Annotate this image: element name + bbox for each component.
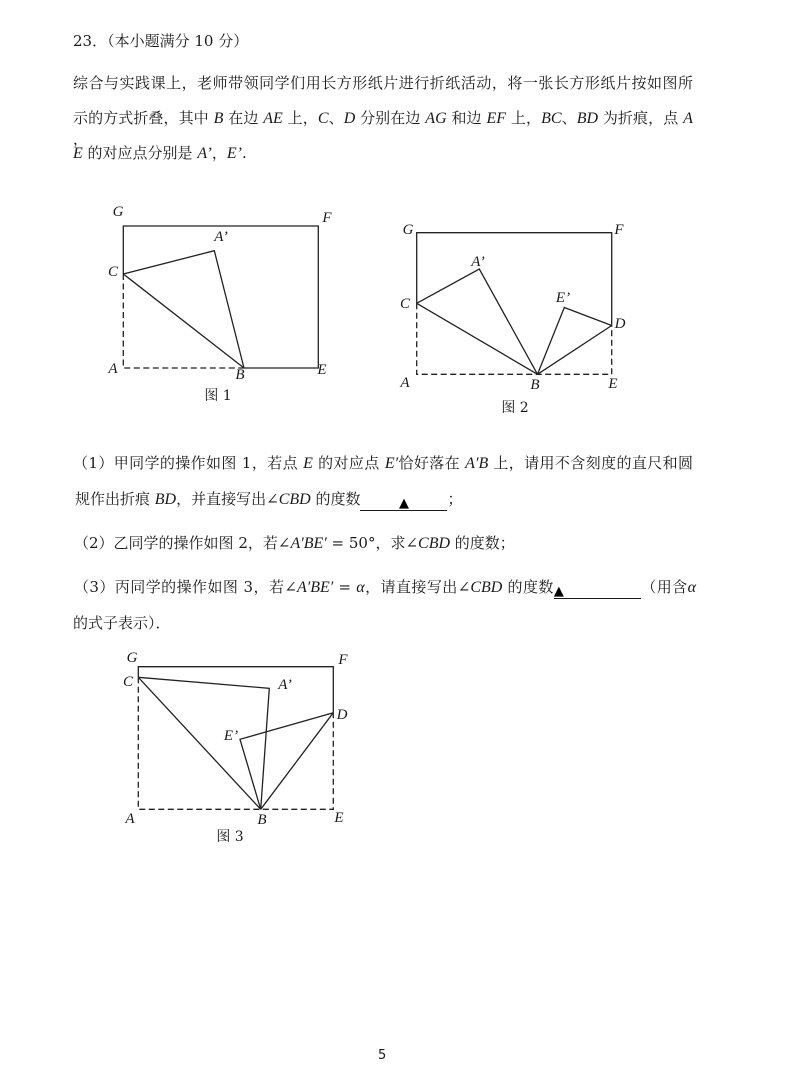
point-label-f: F [322,210,332,226]
math-symbol: CBD [470,579,503,596]
text-run: 和边 [446,109,487,127]
fold-crease-bc [123,274,244,368]
text-run: 上，请用不含刻度的直尺和圆 [488,454,693,472]
point-label-a-prime: A’ [471,254,485,270]
text-run: ， [73,130,89,148]
math-symbol: D [343,110,356,127]
point-label-a-prime: A’ [214,229,228,245]
point-label-a-prime: A’ [278,677,292,693]
folded-flap-a [417,269,538,374]
text-run: 上， [282,109,318,127]
point-label-e: E [334,810,344,826]
math-symbol: A′BE′ [296,579,334,596]
math-symbol: E′ [384,455,399,472]
point-label-e-prime: E’ [223,728,239,744]
point-label-c: C [107,264,119,280]
math-symbol: α [356,579,365,596]
math-symbol: A′BE′ [290,535,327,552]
fold-crease-bc [417,303,538,374]
folded-flap-e [240,713,333,810]
text-run: 、 [328,109,344,127]
figure-caption: 图 1 [204,388,232,404]
math-symbol: B [213,110,224,127]
triangle-marker-icon: ▲ [398,496,409,511]
score-note: （本小题满分 10 分） [107,32,249,50]
text-run: （3）丙同学的操作如图 3，若∠ [74,578,297,596]
fold-crease-bd [538,326,612,375]
question-number: 23． [73,32,108,50]
rectangle-edge-solid [417,233,612,326]
math-symbol: E’ [226,145,242,162]
point-label-a: A [125,811,135,827]
math-symbol: CBD [418,535,451,552]
point-label-e-prime: E’ [555,290,571,306]
text-run: （用含 [640,578,688,596]
point-label-f: F [338,652,348,668]
text-run: ，请直接写出∠ [364,578,471,596]
text-run: ； [447,490,463,508]
point-label-a: A [108,361,118,377]
math-symbol: BC [541,110,562,127]
point-label-d: D [614,316,626,332]
text-run: . [241,144,247,162]
text-run: 规作出折痕 [75,490,155,508]
fold-crease-bd [261,713,334,810]
page-number: 5 [378,1048,387,1063]
folded-flap-a [138,677,269,809]
point-label-b: B [257,812,267,828]
math-symbol: BD [154,491,177,508]
text-run: = [333,578,357,596]
text-run: 的度数 [310,490,361,508]
text-run: 的度数 [502,578,554,596]
text-run: （1）甲同学的操作如图 1，若点 [73,454,304,472]
text-run: 示的方式折叠，其中 [73,109,214,127]
figure-3 [123,650,348,845]
point-label-c: C [399,296,411,312]
math-symbol: AE [263,110,283,127]
math-symbol: C [317,110,329,127]
math-symbol: CBD [278,491,311,508]
math-symbol: A [683,110,693,127]
point-label-f: F [614,222,624,238]
point-label-c: C [122,674,134,690]
math-symbol: AG [425,110,447,127]
math-symbol: E [73,145,83,162]
triangle-marker-icon: ▲ [553,584,564,599]
folded-flap-e [538,308,612,375]
text-run: ，并直接写出∠ [176,490,279,508]
point-label-g: G [112,204,124,220]
text-run: 上， [506,109,542,127]
text-run: （2）乙同学的操作如图 2，若∠ [74,534,291,552]
text-run: 的式子表示）． [73,614,171,632]
math-symbol: α [687,579,696,596]
figure-2 [399,222,625,416]
text-run: 的度数； [450,534,515,552]
point-label-b: B [235,367,245,383]
point-label-e: E [608,376,618,392]
rectangle-edge-solid [138,667,333,713]
figure-caption: 图 2 [501,400,529,416]
point-label-g: G [126,650,138,666]
math-symbol: A′B [465,455,489,472]
math-symbol: E [303,455,313,472]
point-label-g: G [402,222,414,238]
point-label-b: B [530,377,540,393]
text-run: = 50°，求∠ [326,534,419,552]
folded-flap-a [123,251,244,368]
text-run: 分别在边 [355,109,426,127]
math-symbol: A’ [197,145,212,162]
point-label-a: A [400,375,410,391]
figure-1 [107,204,332,404]
math-symbol: EF [486,110,507,127]
point-label-d: D [336,707,348,723]
fold-crease-bc [138,677,260,809]
text-run: 的对应点 [312,454,385,472]
text-run: 的对应点分别是 [82,144,198,162]
text-run: 恰好落在 [398,454,466,472]
text-run: 、 [561,109,577,127]
point-label-e: E [317,362,327,378]
figure-caption: 图 3 [216,829,244,845]
text-run: 在边 [223,109,264,127]
text-run: 为折痕，点 [598,109,684,127]
math-symbol: BD [576,110,599,127]
text-run: ， [211,144,227,162]
text-run: 综合与实践课上，老师带领同学们用长方形纸片进行折纸活动，将一张长方形纸片按如图所 [73,74,693,92]
